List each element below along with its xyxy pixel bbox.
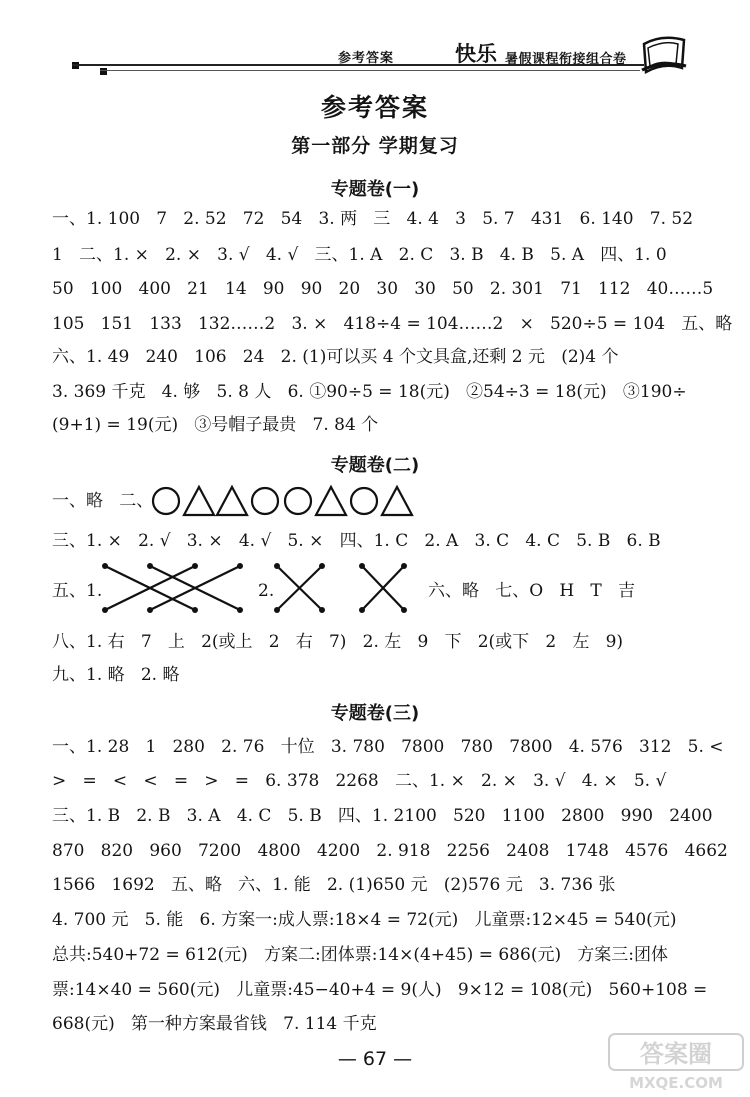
section-heading: 专题卷(二) <box>330 455 420 476</box>
answer-line: 870 820 960 7200 4800 4200 2. 918 2256 2408 1748 4576 4662 <box>52 841 728 861</box>
page-header <box>0 0 750 90</box>
circle-shape <box>285 488 311 514</box>
shapes-answer-row <box>150 484 420 518</box>
page-title: 参考答案 <box>320 93 429 122</box>
matching-diagram-2 <box>272 560 412 618</box>
answer-line: 50 100 400 21 14 90 90 20 30 30 50 2. 301 71 112 40……5 <box>52 279 714 299</box>
answer-line: 票:14×40 = 560(元) 儿童票:45−40+4 = 9(人) 9×12 = 108(元) 560+108 = <box>52 980 708 1000</box>
header-brand: 快乐 <box>455 42 497 66</box>
section-heading: 专题卷(一) <box>330 179 420 200</box>
answer-line: 1 二、1. × 2. × 3. √ 4. √ 三、1. A 2. C 3. B 4. B 5. A 四、1. 0 <box>52 245 667 265</box>
answer-line: > = < < = > = 6. 378 2268 二、1. × 2. × 3. √ 4. × 5. √ <box>52 771 667 791</box>
section-heading: 专题卷(三) <box>330 703 420 724</box>
svg-text:答案圈: 答案圈 <box>640 1040 712 1068</box>
answer-line: 九、1. 略 2. 略 <box>52 665 180 685</box>
answer-line: 六、略 七、O H T 吉 <box>428 581 635 601</box>
triangle-shape <box>184 487 214 515</box>
header-rule <box>100 70 640 71</box>
part-title: 第一部分 学期复习 <box>291 135 459 157</box>
answer-line: 一、1. 28 1 280 2. 76 十位 3. 780 7800 780 7800 4. 576 312 5. < <box>52 737 724 757</box>
answer-line: 三、1. × 2. √ 3. × 4. √ 5. × 四、1. C 2. A 3. C 4. C 5. B 6. B <box>52 531 661 551</box>
matching-label: 五、1. <box>52 581 103 601</box>
matching-diagram-1 <box>100 560 250 618</box>
watermark-logo <box>607 1030 745 1092</box>
matching-label: 2. <box>258 581 275 601</box>
header-series-title: 暑假课程衔接组合卷 <box>505 52 627 67</box>
answer-line: 668(元) 第一种方案最省钱 7. 114 千克 <box>52 1014 377 1034</box>
circle-shape <box>153 488 179 514</box>
page-number: — 67 — <box>337 1048 413 1070</box>
answer-line: 八、1. 右 7 上 2(或上 2 右 7) 2. 左 9 下 2(或下 2 左 9) <box>52 632 624 652</box>
answer-line: 4. 700 元 5. 能 6. 方案一:成人票:18×4 = 72(元) 儿童票:12×45 = 540(元) <box>52 910 677 930</box>
answer-line: 105 151 133 132……2 3. × 418÷4 = 104……2 × 520÷5 = 104 五、略 <box>52 314 733 334</box>
svg-text:MXQE.COM: MXQE.COM <box>629 1074 723 1092</box>
answer-line-prefix: 一、略 二、 <box>52 491 154 511</box>
answer-line: 六、1. 49 240 106 24 2. (1)可以买 4 个文具盒,还剩 2 元 (2)4 个 <box>52 347 619 367</box>
answer-line: 总共:540+72 = 612(元) 方案二:团体票:14×(4+45) = 686(元) 方案三:团体 <box>52 945 669 965</box>
triangle-shape <box>382 487 412 515</box>
triangle-shape <box>217 487 247 515</box>
circle-shape <box>351 488 377 514</box>
answer-line: 一、1. 100 7 2. 52 72 54 3. 两 三 4. 4 3 5. 7 431 6. 140 7. 52 <box>52 209 694 229</box>
triangle-shape <box>316 487 346 515</box>
header-answers-label: 参考答案 <box>338 51 395 66</box>
answer-line: 3. 369 千克 4. 够 5. 8 人 6. ①90÷5 = 18(元) ②54÷3 = 18(元) ③190÷ <box>52 382 687 402</box>
book-icon <box>638 30 690 78</box>
circle-shape <box>252 488 278 514</box>
answer-line: 1566 1692 五、略 六、1. 能 2. (1)650 元 (2)576 元 3. 736 张 <box>52 875 616 895</box>
answer-line: 三、1. B 2. B 3. A 4. C 5. B 四、1. 2100 520 1100 2800 990 2400 <box>52 806 713 826</box>
answer-line: (9+1) = 19(元) ③号帽子最贵 7. 84 个 <box>52 415 379 435</box>
